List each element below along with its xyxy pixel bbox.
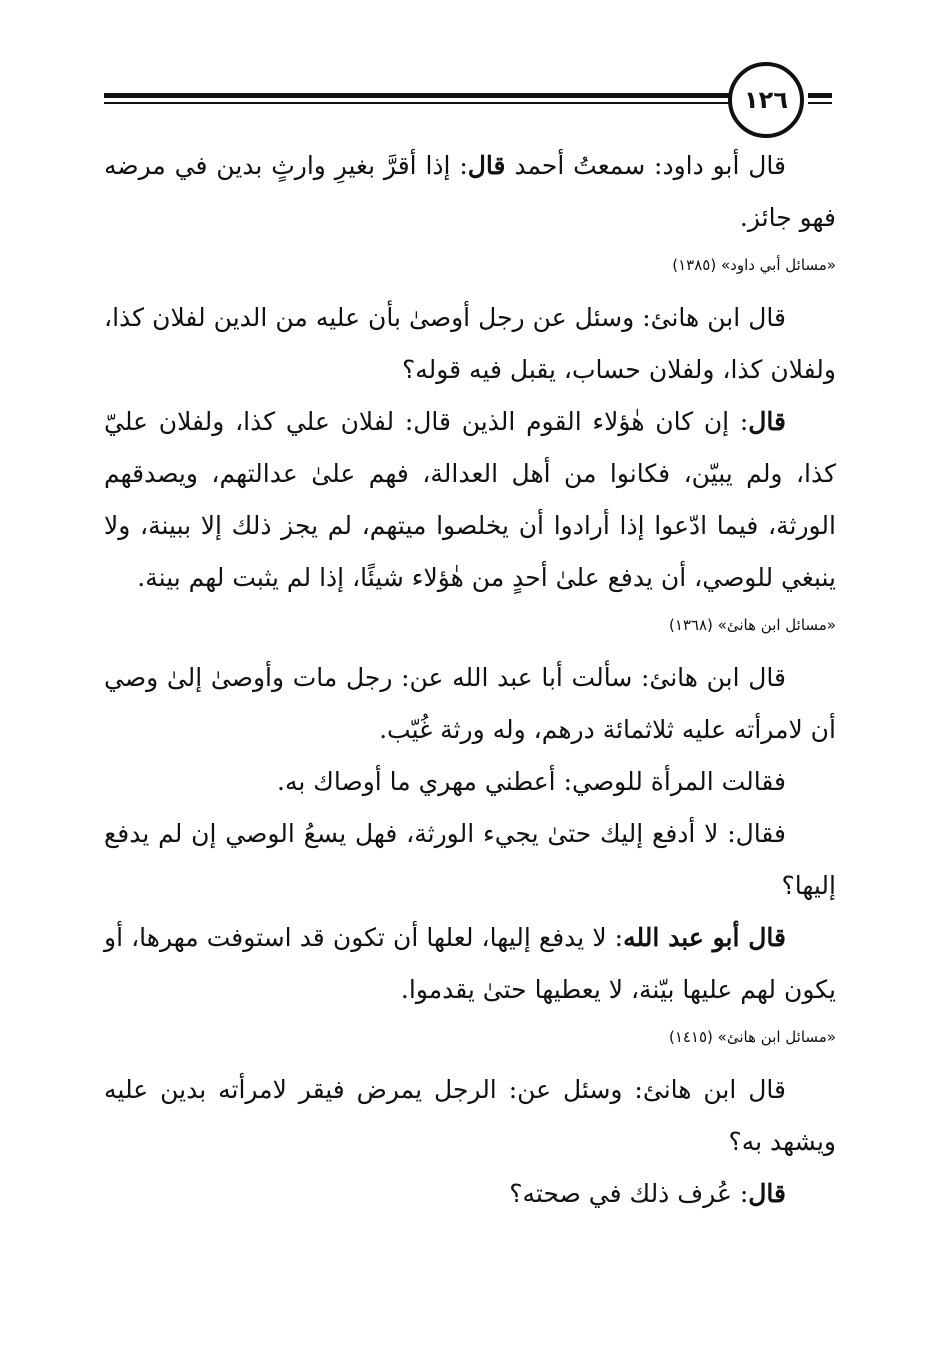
paragraph-lead: قال ابن هانئ: سألت أبا عبد الله عن: رجل مات وأوصىٰ إلىٰ وصي أن لامرأته عليه ثلاثمائة درهم، وله ورثة غُيّب. (104, 663, 836, 744)
page-number: ١٢٦ (744, 86, 788, 114)
paragraph-lead: قال أبو داود: سمعتُ أحمد (505, 151, 787, 180)
paragraph (104, 292, 836, 396)
paragraph-text: : إذا أقرَّ بغيرِ وارثٍ بدين في مرضه فهو جائز. (104, 151, 836, 232)
paragraph (104, 912, 836, 1016)
section-1 (104, 140, 836, 276)
header-rule-right-thick (808, 93, 832, 98)
speaker-label: قال (467, 151, 506, 180)
header-rule-thick (104, 93, 734, 98)
paragraph (104, 396, 836, 604)
section-4 (104, 1064, 836, 1220)
source-citation: «مسائل ابن هانئ» (١٤١٥) (668, 1028, 836, 1046)
paragraph (104, 1168, 836, 1220)
paragraph-text: : عُرف ذلك في صحته؟ (509, 1179, 749, 1208)
paragraph (104, 140, 836, 244)
paragraph-text: : لا يدفع إليها، لعلها أن تكون قد استوفت مهرها، أو يكون لهم عليها بيّنة، لا يعطيها حتىٰ يقدموا. (104, 923, 836, 1004)
speaker-label: قال (748, 1179, 786, 1208)
section-2 (104, 292, 836, 636)
speaker-label: قال أبو عبد الله (623, 923, 786, 952)
source-citation: «مسائل أبي داود» (١٣٨٥) (672, 256, 836, 274)
paragraph-text: : إن كان هٰؤلاء القوم الذين قال: لفلان علي كذا، ولفلان عليّ كذا، ولم يبيّن، فكانوا من أهل العدالة، فهم علىٰ عدالتهم، ويصدقهم الورثة، فيما ادّعوا إذا أرادوا أن يخلصوا ميتهم، لم يجز ذلك إلا ببينة، ولا ينبغي للوصي، أن يدفع علىٰ أحدٍ من هٰؤلاء شيئًا، إذا لم يثبت لهم بينة. (104, 407, 836, 592)
paragraph-lead: قال ابن هانئ: وسئل عن: الرجل يمرض فيقر لامرأته بدين عليه ويشهد به؟ (104, 1075, 836, 1156)
speaker-label: قال (748, 407, 786, 436)
paragraph-lead: فقال: لا أدفع إليك حتىٰ يجيء الورثة، فهل يسعُ الوصي إن لم يدفع إليها؟ (104, 819, 836, 900)
page-body (104, 140, 836, 1224)
paragraph-lead: قال ابن هانئ: وسئل عن رجل أوصىٰ بأن عليه من الدين لفلان كذا، ولفلان كذا، ولفلان حساب، يقبل فيه قوله؟ (104, 303, 836, 384)
section-3 (104, 652, 836, 1048)
source-citation: «مسائل ابن هانئ» (١٣٦٨) (668, 616, 836, 634)
paragraph (104, 756, 836, 808)
paragraph (104, 1064, 836, 1168)
paragraph (104, 808, 836, 912)
page-header (0, 0, 937, 150)
page-number-badge (728, 62, 804, 138)
header-rule-right-thin (808, 102, 832, 104)
header-rule-thin (104, 102, 734, 104)
paragraph (104, 652, 836, 756)
paragraph-lead: فقالت المرأة للوصي: أعطني مهري ما أوصاك به. (277, 767, 786, 796)
